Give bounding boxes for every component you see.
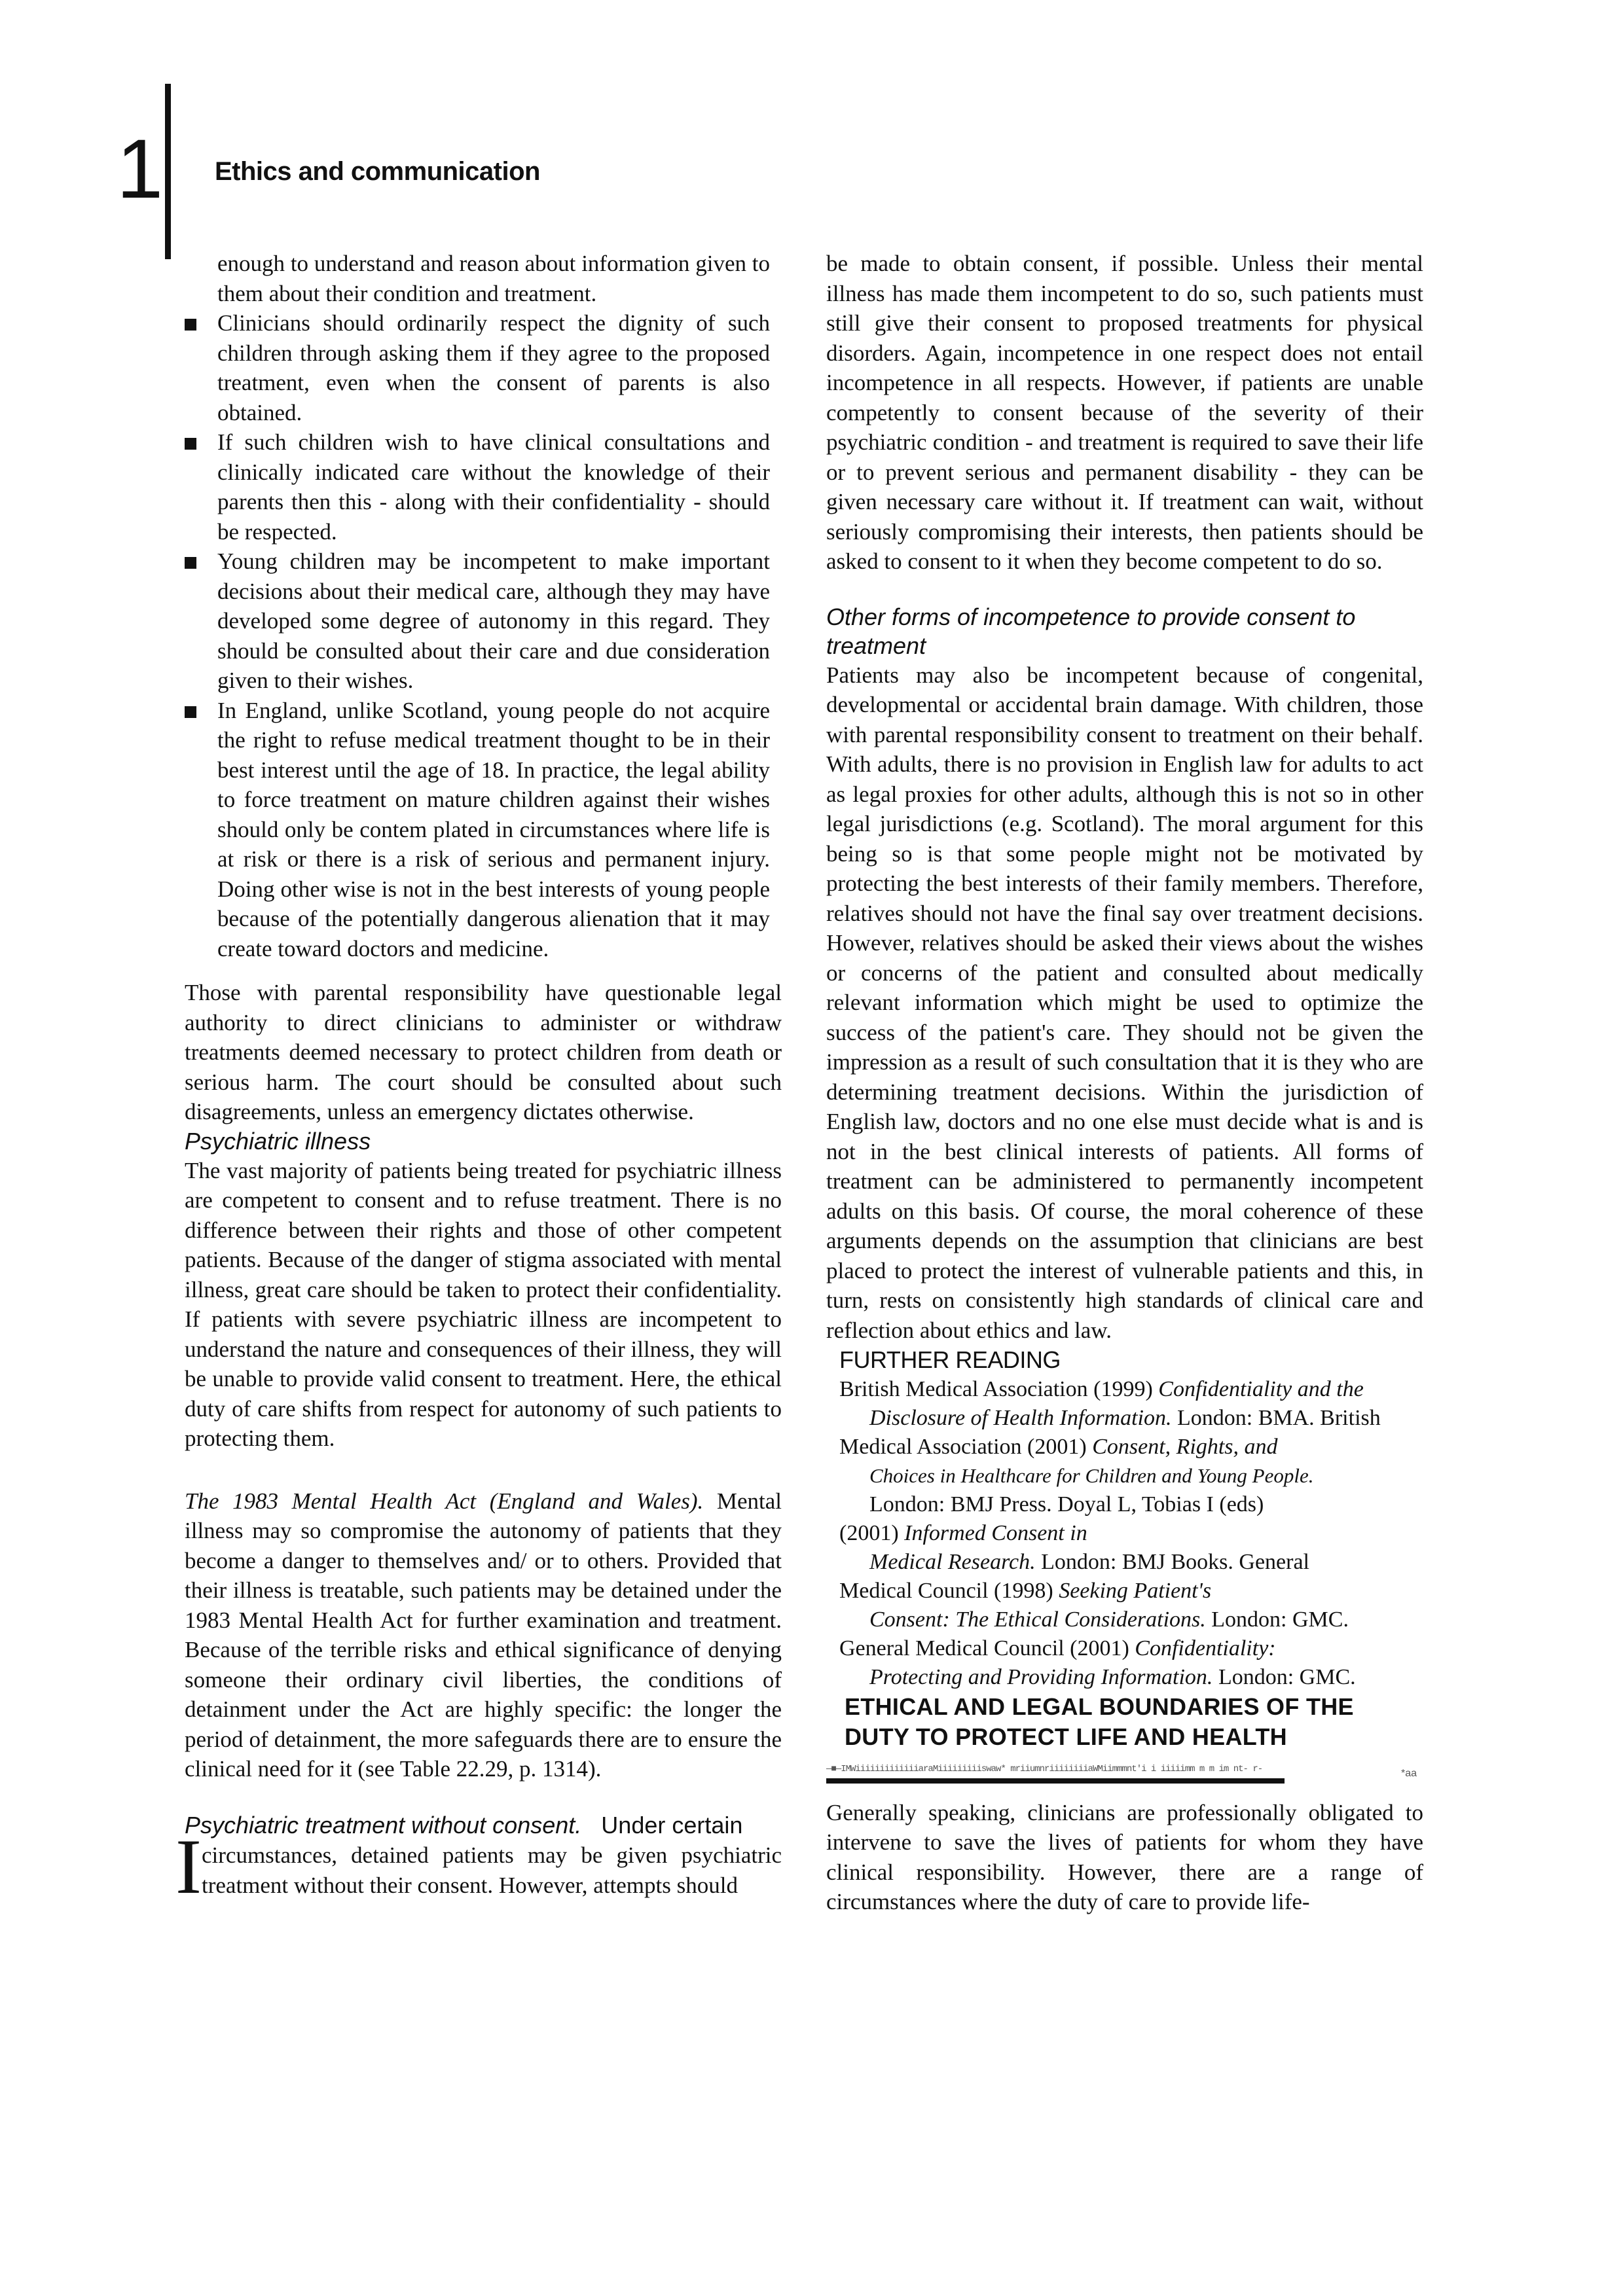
bullet-text: In England, unlike Scotland, young people do not acquire the right to refuse medical treatment thought to be in their best interest until the age of 18. In practice, the legal ability to force treatment on mature children against their wishes should only be contem plated in circumstances where life is at risk or there is a risk of serious and permanent injury. Doing other wise is not in the best interests of young people because of the potentially dangerous alienation that it may create toward doctors and medicine. <box>217 697 770 961</box>
other-incompetence-heading: Other forms of incompetence to provide consent to treatment <box>826 603 1356 659</box>
further-reading-title: FURTHER READING <box>839 1346 1061 1373</box>
square-bullet-icon <box>185 557 196 569</box>
scan-artifact-text: —■—IMWiiiiiiiiiiiiiaraMiiiiiiiiiswaw* mriiumnriiiiiiiiaWMiimmmnt'i i iiiiimm m m im nt- r- <box>826 1763 1263 1774</box>
bullet-text: If such children wish to have clinical consultations and clinically indicated care without the knowledge of their parents then this - along with their confidentiality - should be respected. <box>217 429 770 545</box>
list-item <box>185 427 782 547</box>
parental-responsibility-paragraph: Those with parental responsibility have questionable legal authority to direct clinicians to administer or withdraw treatments deemed necessary to protect children from death or serious harm. The court should be consulted about such disagreements, unless an emergency dictates otherwise. <box>185 980 782 1124</box>
mental-health-act-title: The 1983 Mental Health Act (England and Wales). <box>185 1488 704 1514</box>
square-bullet-icon <box>185 438 196 450</box>
psychiatric-illness-heading: Psychiatric illness <box>185 1127 371 1155</box>
right-column <box>826 249 1423 1917</box>
square-bullet-icon <box>185 319 196 331</box>
reference-item: General Medical Council (2001) Confidentiality: Protecting and Providing Information. London: GMC. <box>839 1636 1356 1689</box>
reference-item: Medical Council (1998) Seeking Patient's Consent: The Ethical Considerations. London: GMC. <box>839 1578 1349 1632</box>
list-item <box>185 696 782 964</box>
drop-cap: I <box>175 1823 202 1910</box>
treatment-without-consent-body: circumstances, detained patients may be given psychiatric treatment without their consent. However, attempts should <box>202 1842 782 1898</box>
reference-item: British Medical Association (1999) Confidentiality and the Disclosure of Health Information. London: BMA. British <box>839 1376 1381 1430</box>
section-heading: ETHICAL AND LEGAL BOUNDARIES OF THE DUTY TO PROTECT LIFE AND HEALTH <box>845 1693 1354 1750</box>
reference-item: (2001) Informed Consent in Medical Research. London: BMJ Books. General <box>839 1520 1309 1574</box>
consent-continuation-paragraph: be made to obtain consent, if possible. Unless their mental illness has made them incompetent to do so, such patients must still give their consent to proposed treatments for physical disorders. Again, incompetence in one respect does not entail incompetence in all respects. However, if patients are unable competently to consent because of the severity of their psychiatric condition - and treatment is required to save their life or to prevent serious and permanent disability - they can be given necessary care without it. If treatment can wait, without seriously compromising their interests, then patients should be asked to consent to it when they become competent to do so. <box>826 251 1423 574</box>
chapter-number: 1 <box>117 122 161 216</box>
scan-artifact-mark: *aa <box>1400 1767 1417 1779</box>
list-item <box>185 547 782 696</box>
bullet-text: Clinicians should ordinarily respect the dignity of such children through asking them if they agree to the proposed treatment, even when the consent of parents is also obtained. <box>217 310 770 425</box>
reference-item: Medical Association (2001) Consent, Rights, and Choices in Healthcare for Children and Young People. London: BMJ Press. Doyal L, Tobias I (eds) <box>839 1434 1314 1516</box>
chapter-rule <box>165 84 171 259</box>
further-reading-list <box>826 1375 1423 1692</box>
running-title: Ethics and communication <box>215 157 540 186</box>
bullet-text: Young children may be incompetent to make important decisions about their medical care, although they may have developed some degree of autonomy in this regard. They should be consulted about their care and due consideration given to their wishes. <box>217 548 770 693</box>
mental-health-act-body: Mental illness may so compromise the autonomy of patients that they become a danger to themselves and/ or to others. Provided that their illness is treatable, such patients may be detained under the 1983 Mental Health Act for further examination and treatment. Because of the terrible risks and ethical significance of denying someone their ordinary civil liberties, the conditions of detainment under the Act are highly specific: the longer the period of detainment, the more safeguards there are to ensure the clinical need for it (see Table 22.29, p. 1314). <box>185 1488 782 1782</box>
mental-health-act-paragraph <box>185 1486 782 1784</box>
psychiatric-illness-paragraph: The vast majority of patients being treated for psychiatric illness are competent to consent and to refuse treatment. There is no difference between their rights and those of other competent patients. Because of the danger of stigma associated with mental illness, great care should be taken to protect their confidentiality. If patients with severe psychiatric illness are incompetent to understand the nature and consequences of their illness, they will be unable to provide valid consent to treatment. Here, the ethical duty of care shifts from respect for autonomy of such patients to protecting them. <box>185 1157 782 1451</box>
other-incompetence-paragraph: Patients may also be incompetent because of congenital, developmental or accidental brain damage. With children, those with parental responsibility consent to treatment on their behalf. With adults, there is no provision in English law for adults to act as legal proxies for other adults, although this is not so in other legal jurisdictions (e.g. Scotland). The moral argument for this being so is that some people might not be motivated by protecting the best interests of their family members. Therefore, relatives should not have the final say over treatment decisions. However, relatives should be asked their views about the wishes or concerns of the patient and consulted about medically relevant information which might be used to optimize the success of the patient's care. They should not be given the impression as a result of such consultation that it is they who are determining treatment decisions. Within the jurisdiction of English law, doctors and no one else must decide what is and is not in the best clinical interests of patients. All forms of treatment can be administered to permanently incompetent adults on this basis. Of course, the moral coherence of these arguments depends on the assumption that clinicians are best placed to protect the interest of vulnerable patients and this, in turn, rests on consistently high standards of clinical care and reflection about ethics and law. <box>826 662 1423 1343</box>
list-item <box>185 249 782 308</box>
left-column <box>175 249 782 1910</box>
scan-artifact-rule <box>826 1755 1423 1779</box>
square-bullet-icon <box>185 706 196 718</box>
treatment-without-consent-heading-line <box>185 1810 782 1841</box>
list-lead-text: enough to understand and reason about information given to them about their condition and treatment. <box>217 251 770 306</box>
treatment-without-consent-heading: Psychiatric treatment without consent. Under certain <box>185 1811 743 1839</box>
duty-to-protect-paragraph: Generally speaking, clinicians are professionally obligated to intervene to save the lives of patients for whom they have clinical responsibility. However, there are a range of circumstances where the duty of care to provide life- <box>826 1799 1423 1914</box>
list-item <box>185 308 782 427</box>
children-consent-list <box>185 249 782 963</box>
